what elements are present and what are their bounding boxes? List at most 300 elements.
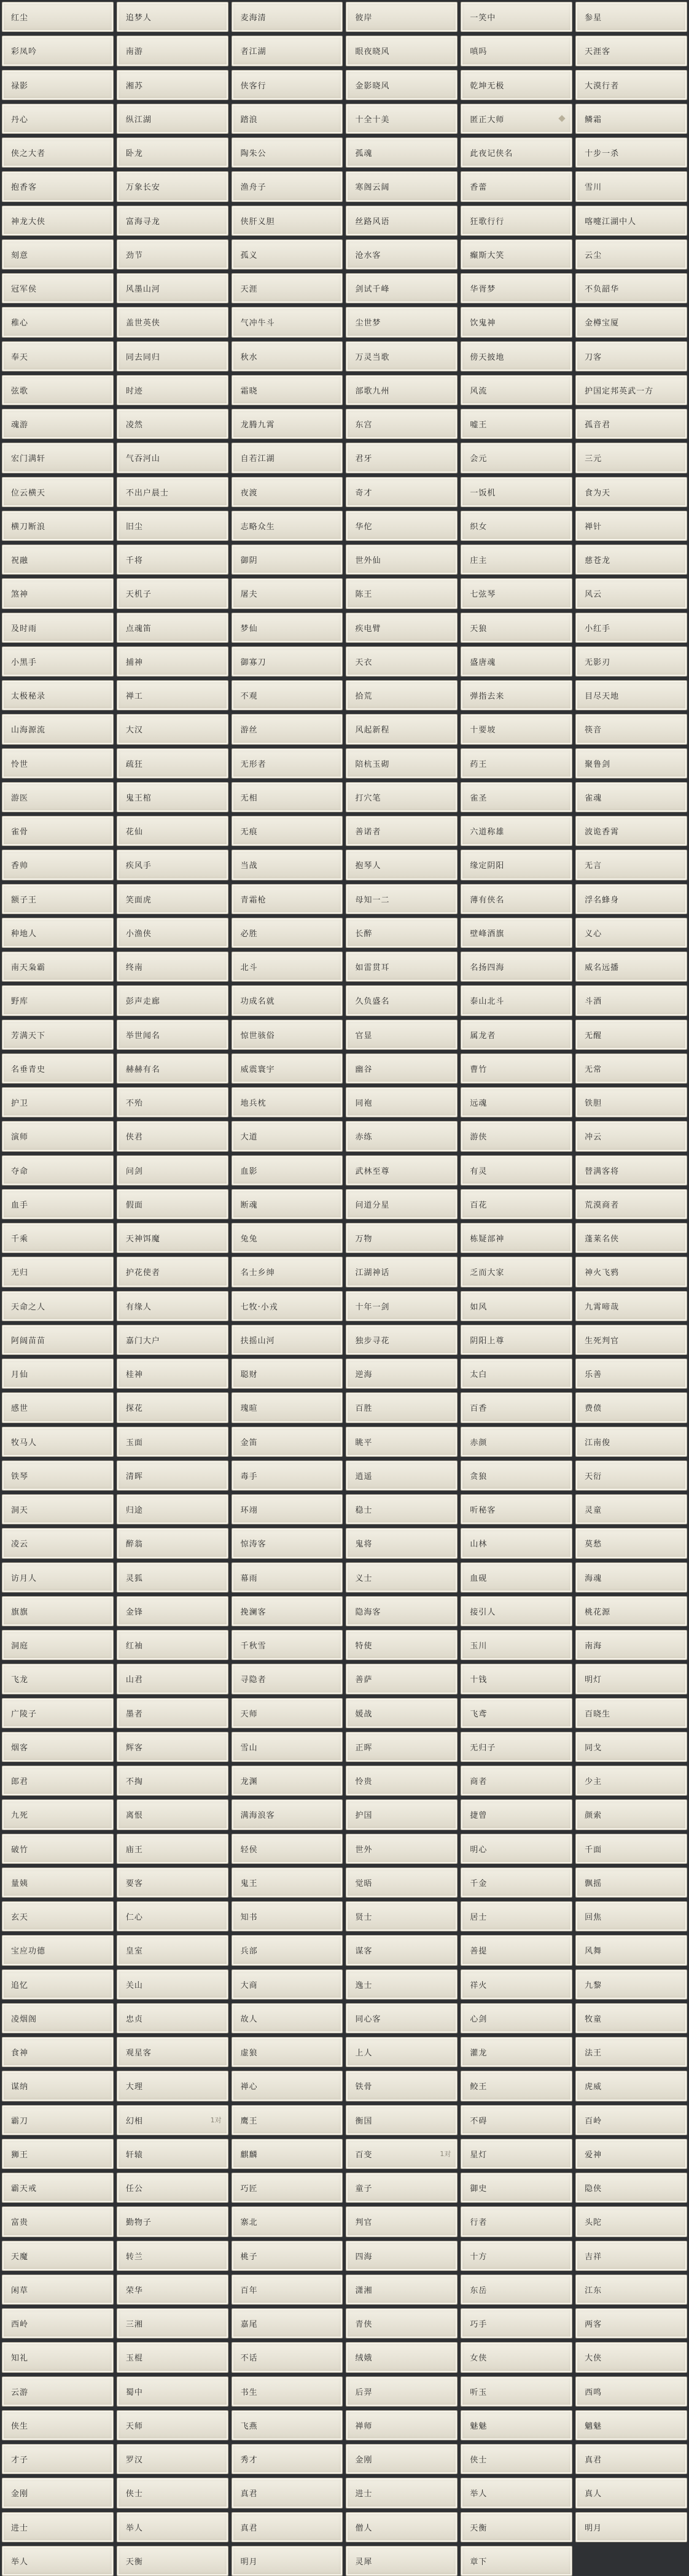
title-cell[interactable] [2, 1664, 114, 1694]
title-cell[interactable] [2, 341, 114, 371]
title-cell[interactable] [461, 545, 572, 575]
title-cell[interactable] [2, 680, 114, 710]
title-cell[interactable] [232, 1325, 343, 1355]
title-cell[interactable] [117, 2546, 228, 2576]
title-cell[interactable] [2, 477, 114, 507]
title-cell[interactable] [117, 1799, 228, 1829]
title-cell[interactable] [232, 545, 343, 575]
title-cell[interactable] [117, 918, 228, 948]
title-cell[interactable] [2, 307, 114, 337]
title-cell[interactable] [117, 341, 228, 371]
title-cell[interactable] [232, 1596, 343, 1626]
title-cell[interactable] [461, 714, 572, 744]
title-cell[interactable] [575, 1494, 687, 1524]
title-cell[interactable] [232, 138, 343, 168]
title-cell[interactable] [346, 1020, 457, 1050]
title-cell[interactable] [117, 104, 228, 134]
title-cell[interactable] [461, 2071, 572, 2101]
title-cell[interactable] [575, 1087, 687, 1117]
title-cell[interactable] [2, 2444, 114, 2474]
title-cell[interactable] [575, 680, 687, 710]
title-cell[interactable] [232, 1121, 343, 1151]
title-cell[interactable] [117, 307, 228, 337]
title-cell[interactable] [461, 2206, 572, 2237]
title-cell[interactable] [2, 443, 114, 473]
title-cell[interactable] [346, 1664, 457, 1694]
title-cell[interactable] [575, 714, 687, 744]
title-cell[interactable] [2, 1392, 114, 1422]
title-cell[interactable] [232, 1732, 343, 1762]
title-cell[interactable] [2, 1461, 114, 1491]
title-cell[interactable] [2, 782, 114, 812]
title-cell[interactable] [346, 104, 457, 134]
title-cell[interactable] [117, 782, 228, 812]
title-cell[interactable] [575, 1155, 687, 1185]
title-cell[interactable] [346, 2, 457, 32]
title-cell[interactable] [575, 1664, 687, 1694]
title-cell[interactable] [575, 1528, 687, 1558]
title-cell[interactable] [2, 1935, 114, 1965]
title-cell[interactable] [346, 1630, 457, 1660]
title-cell[interactable] [232, 2275, 343, 2305]
title-cell[interactable] [461, 375, 572, 405]
title-cell[interactable] [346, 1155, 457, 1185]
title-cell[interactable] [117, 1834, 228, 1864]
title-cell[interactable] [346, 985, 457, 1015]
title-cell[interactable] [461, 1223, 572, 1253]
title-cell[interactable] [2, 104, 114, 134]
title-cell[interactable] [117, 443, 228, 473]
title-cell[interactable] [575, 70, 687, 100]
title-cell[interactable] [346, 341, 457, 371]
title-cell[interactable] [575, 1901, 687, 1931]
title-cell[interactable] [461, 2410, 572, 2440]
title-cell[interactable] [117, 1596, 228, 1626]
title-cell[interactable] [461, 884, 572, 914]
title-cell[interactable] [575, 104, 687, 134]
title-cell[interactable] [117, 1935, 228, 1965]
title-cell[interactable] [346, 171, 457, 201]
title-cell[interactable] [575, 1189, 687, 1219]
title-cell[interactable] [2, 2037, 114, 2067]
title-cell[interactable] [461, 1189, 572, 1219]
title-cell[interactable] [232, 1901, 343, 1931]
title-cell[interactable] [346, 1494, 457, 1524]
title-cell[interactable] [575, 1121, 687, 1151]
title-cell[interactable] [346, 138, 457, 168]
title-cell[interactable] [117, 409, 228, 439]
title-cell[interactable] [575, 477, 687, 507]
title-cell[interactable] [461, 2241, 572, 2271]
title-cell[interactable] [461, 2444, 572, 2474]
title-cell[interactable] [461, 2105, 572, 2135]
title-cell[interactable] [117, 884, 228, 914]
title-cell[interactable] [2, 1053, 114, 1084]
title-cell[interactable] [2, 511, 114, 541]
title-cell[interactable] [575, 2342, 687, 2372]
title-cell[interactable] [461, 409, 572, 439]
title-cell[interactable] [2, 545, 114, 575]
title-cell[interactable] [232, 2003, 343, 2033]
title-cell[interactable] [117, 206, 228, 236]
title-cell[interactable] [575, 2003, 687, 2033]
title-cell[interactable] [2, 2512, 114, 2542]
title-cell[interactable] [461, 2308, 572, 2338]
title-cell[interactable] [232, 1223, 343, 1253]
title-cell[interactable] [346, 850, 457, 880]
title-cell[interactable] [575, 2444, 687, 2474]
title-cell[interactable] [346, 1732, 457, 1762]
title-cell[interactable] [232, 2342, 343, 2372]
title-cell[interactable] [2, 1562, 114, 1593]
title-cell[interactable] [232, 714, 343, 744]
title-cell[interactable] [461, 985, 572, 1015]
title-cell[interactable] [346, 613, 457, 643]
title-cell[interactable] [232, 613, 343, 643]
title-cell[interactable] [232, 680, 343, 710]
title-cell[interactable] [461, 2376, 572, 2407]
title-cell[interactable] [117, 2003, 228, 2033]
title-cell[interactable] [575, 1969, 687, 2000]
title-cell[interactable] [232, 307, 343, 337]
title-cell[interactable] [575, 613, 687, 643]
title-cell[interactable] [575, 816, 687, 846]
title-cell[interactable] [346, 1766, 457, 1796]
title-cell[interactable] [575, 138, 687, 168]
title-cell[interactable] [2, 1087, 114, 1117]
title-cell[interactable] [461, 2478, 572, 2508]
title-cell[interactable] [461, 70, 572, 100]
title-cell[interactable] [232, 341, 343, 371]
title-cell[interactable] [461, 1053, 572, 1084]
title-cell[interactable] [346, 2037, 457, 2067]
title-cell[interactable] [2, 2206, 114, 2237]
title-cell[interactable] [346, 2241, 457, 2271]
title-cell[interactable] [346, 545, 457, 575]
title-cell[interactable] [117, 511, 228, 541]
title-cell[interactable] [117, 1359, 228, 1389]
title-cell[interactable] [232, 2241, 343, 2271]
title-cell[interactable] [2, 850, 114, 880]
title-cell[interactable] [346, 1901, 457, 1931]
title-cell[interactable] [575, 375, 687, 405]
title-cell[interactable] [2, 2071, 114, 2101]
title-cell[interactable] [232, 1868, 343, 1898]
title-cell[interactable] [575, 443, 687, 473]
title-cell[interactable] [232, 2, 343, 32]
title-cell[interactable] [232, 1664, 343, 1694]
title-cell[interactable] [117, 477, 228, 507]
title-cell[interactable] [2, 1121, 114, 1151]
title-cell[interactable] [232, 1461, 343, 1491]
title-cell[interactable] [346, 1834, 457, 1864]
title-cell[interactable] [575, 1935, 687, 1965]
title-cell[interactable] [232, 2478, 343, 2508]
title-cell[interactable] [117, 1732, 228, 1762]
title-cell[interactable] [461, 104, 572, 134]
title-cell[interactable] [461, 1359, 572, 1389]
title-cell[interactable] [2, 1834, 114, 1864]
title-cell[interactable] [2, 816, 114, 846]
title-cell[interactable] [232, 1834, 343, 1864]
title-cell[interactable] [117, 1494, 228, 1524]
title-cell[interactable] [461, 613, 572, 643]
title-cell[interactable] [346, 2342, 457, 2372]
title-cell[interactable] [346, 1799, 457, 1829]
title-cell[interactable] [117, 850, 228, 880]
title-cell[interactable] [575, 2071, 687, 2101]
title-cell[interactable] [461, 918, 572, 948]
title-cell[interactable] [2, 1868, 114, 1898]
title-cell[interactable] [461, 646, 572, 677]
title-cell[interactable] [117, 2, 228, 32]
title-cell[interactable] [117, 2173, 228, 2203]
title-cell[interactable] [232, 850, 343, 880]
title-cell[interactable] [575, 2410, 687, 2440]
title-cell[interactable] [2, 1325, 114, 1355]
title-cell[interactable] [461, 1494, 572, 1524]
title-cell[interactable] [346, 36, 457, 66]
title-cell[interactable] [346, 2478, 457, 2508]
title-cell[interactable] [117, 2275, 228, 2305]
title-cell[interactable] [2, 748, 114, 778]
title-cell[interactable] [346, 511, 457, 541]
title-cell[interactable] [232, 409, 343, 439]
title-cell[interactable] [232, 1257, 343, 1287]
title-cell[interactable] [2, 613, 114, 643]
title-cell[interactable] [461, 1562, 572, 1593]
title-cell[interactable] [117, 171, 228, 201]
title-cell[interactable] [346, 206, 457, 236]
title-cell[interactable] [117, 1969, 228, 2000]
title-cell[interactable] [117, 1766, 228, 1796]
title-cell[interactable] [117, 1392, 228, 1422]
title-cell[interactable] [575, 1766, 687, 1796]
title-cell[interactable] [575, 511, 687, 541]
title-cell[interactable] [575, 2512, 687, 2542]
title-cell[interactable] [232, 918, 343, 948]
title-cell[interactable] [232, 1562, 343, 1593]
title-cell[interactable] [575, 545, 687, 575]
title-cell[interactable] [346, 239, 457, 270]
title-cell[interactable] [461, 2139, 572, 2169]
title-cell[interactable] [575, 2139, 687, 2169]
title-cell[interactable] [461, 1528, 572, 1558]
title-cell[interactable] [117, 2410, 228, 2440]
title-cell[interactable] [117, 816, 228, 846]
title-cell[interactable] [2, 1969, 114, 2000]
title-cell[interactable] [346, 1427, 457, 1457]
title-cell[interactable] [346, 1359, 457, 1389]
title-cell[interactable] [2, 1732, 114, 1762]
title-cell[interactable] [117, 36, 228, 66]
title-cell[interactable] [461, 850, 572, 880]
title-cell[interactable] [117, 1664, 228, 1694]
title-cell[interactable] [2, 36, 114, 66]
title-cell[interactable] [575, 884, 687, 914]
title-cell[interactable] [346, 2410, 457, 2440]
title-cell[interactable] [232, 1359, 343, 1389]
title-cell[interactable] [461, 1121, 572, 1151]
title-cell[interactable] [117, 578, 228, 608]
title-cell[interactable] [117, 1461, 228, 1491]
title-cell[interactable] [461, 1698, 572, 1728]
title-cell[interactable] [117, 2206, 228, 2237]
title-cell[interactable] [117, 2037, 228, 2067]
title-cell[interactable] [117, 1155, 228, 1185]
title-cell[interactable] [232, 2444, 343, 2474]
title-cell[interactable] [461, 1427, 572, 1457]
title-cell[interactable] [461, 1291, 572, 1321]
title-cell[interactable] [117, 239, 228, 270]
title-cell[interactable] [346, 918, 457, 948]
title-cell[interactable] [117, 1121, 228, 1151]
title-cell[interactable] [117, 1020, 228, 1050]
title-cell[interactable] [117, 2071, 228, 2101]
title-cell[interactable] [346, 273, 457, 303]
title-cell[interactable] [575, 782, 687, 812]
title-cell[interactable] [117, 1562, 228, 1593]
title-cell[interactable] [461, 1392, 572, 1422]
title-cell[interactable] [117, 1630, 228, 1660]
title-cell[interactable] [2, 409, 114, 439]
title-cell[interactable] [117, 1868, 228, 1898]
title-cell[interactable] [575, 748, 687, 778]
title-cell[interactable] [346, 578, 457, 608]
title-cell[interactable] [232, 70, 343, 100]
title-cell[interactable] [461, 1766, 572, 1796]
title-cell[interactable] [2, 2342, 114, 2372]
title-cell[interactable] [461, 1325, 572, 1355]
title-cell[interactable] [117, 1325, 228, 1355]
title-cell[interactable] [232, 2173, 343, 2203]
title-cell[interactable] [346, 1562, 457, 1593]
title-cell[interactable] [2, 1630, 114, 1660]
title-cell[interactable] [232, 1291, 343, 1321]
title-cell[interactable] [575, 2478, 687, 2508]
title-cell[interactable] [461, 1664, 572, 1694]
title-cell[interactable] [117, 985, 228, 1015]
title-cell[interactable] [232, 884, 343, 914]
title-cell[interactable] [461, 511, 572, 541]
title-cell[interactable] [575, 1325, 687, 1355]
title-cell[interactable] [2, 2376, 114, 2407]
title-cell[interactable] [2, 1901, 114, 1931]
title-cell[interactable] [117, 2139, 228, 2169]
title-cell[interactable] [2, 1494, 114, 1524]
title-cell[interactable] [117, 952, 228, 982]
title-cell[interactable] [575, 2275, 687, 2305]
title-cell[interactable] [2, 1359, 114, 1389]
title-cell[interactable] [117, 138, 228, 168]
title-cell[interactable] [461, 748, 572, 778]
title-cell[interactable] [346, 2206, 457, 2237]
title-cell[interactable] [346, 884, 457, 914]
title-cell[interactable] [461, 206, 572, 236]
title-cell[interactable] [117, 1427, 228, 1457]
title-cell[interactable] [346, 1325, 457, 1355]
title-cell[interactable] [2, 206, 114, 236]
title-cell[interactable] [232, 273, 343, 303]
title-cell[interactable] [117, 2478, 228, 2508]
title-cell[interactable] [117, 714, 228, 744]
title-cell[interactable] [575, 1630, 687, 1660]
title-cell[interactable] [346, 2546, 457, 2576]
title-cell[interactable] [232, 2139, 343, 2169]
title-cell[interactable] [461, 1868, 572, 1898]
title-cell[interactable] [346, 646, 457, 677]
title-cell[interactable] [232, 1020, 343, 1050]
title-cell[interactable] [575, 2105, 687, 2135]
title-cell[interactable] [346, 2105, 457, 2135]
title-cell[interactable] [346, 2376, 457, 2407]
title-cell[interactable] [461, 1087, 572, 1117]
title-cell[interactable] [346, 1868, 457, 1898]
title-cell[interactable] [232, 2308, 343, 2338]
title-cell[interactable] [346, 952, 457, 982]
title-cell[interactable] [117, 1223, 228, 1253]
title-cell[interactable] [2, 2241, 114, 2271]
title-cell[interactable] [461, 1596, 572, 1626]
title-cell[interactable] [232, 1189, 343, 1219]
title-cell[interactable] [346, 2512, 457, 2542]
title-cell[interactable] [232, 1087, 343, 1117]
title-cell[interactable] [2, 1020, 114, 1050]
title-cell[interactable] [461, 952, 572, 982]
title-cell[interactable] [346, 714, 457, 744]
title-cell[interactable] [2, 952, 114, 982]
title-cell[interactable] [575, 409, 687, 439]
title-cell[interactable] [461, 239, 572, 270]
title-cell[interactable] [461, 1257, 572, 1287]
title-cell[interactable] [117, 2512, 228, 2542]
title-cell[interactable] [117, 1087, 228, 1117]
title-cell[interactable] [232, 1799, 343, 1829]
title-cell[interactable] [346, 816, 457, 846]
title-cell[interactable] [117, 2241, 228, 2271]
title-cell[interactable] [2, 2546, 114, 2576]
title-cell[interactable] [575, 918, 687, 948]
title-cell[interactable] [575, 1359, 687, 1389]
title-cell[interactable] [346, 1053, 457, 1084]
title-cell[interactable] [461, 1935, 572, 1965]
title-cell[interactable] [346, 477, 457, 507]
title-cell[interactable] [346, 1223, 457, 1253]
title-cell[interactable] [232, 2512, 343, 2542]
title-cell[interactable] [232, 443, 343, 473]
title-cell[interactable] [461, 2275, 572, 2305]
title-cell[interactable] [232, 782, 343, 812]
title-cell[interactable] [232, 1935, 343, 1965]
title-cell[interactable] [232, 375, 343, 405]
title-cell[interactable] [346, 680, 457, 710]
title-cell[interactable] [346, 1935, 457, 1965]
title-cell[interactable] [117, 613, 228, 643]
title-cell[interactable] [2, 2173, 114, 2203]
title-cell[interactable] [2, 239, 114, 270]
title-cell[interactable] [575, 1461, 687, 1491]
title-cell[interactable] [575, 1223, 687, 1253]
title-cell[interactable] [346, 2071, 457, 2101]
title-cell[interactable] [2, 1427, 114, 1457]
title-cell[interactable] [232, 2376, 343, 2407]
title-cell[interactable] [2, 2105, 114, 2135]
title-cell[interactable] [117, 2308, 228, 2338]
title-cell[interactable] [232, 1528, 343, 1558]
title-cell[interactable] [117, 2376, 228, 2407]
title-cell[interactable] [2, 1257, 114, 1287]
title-cell[interactable] [232, 2546, 343, 2576]
